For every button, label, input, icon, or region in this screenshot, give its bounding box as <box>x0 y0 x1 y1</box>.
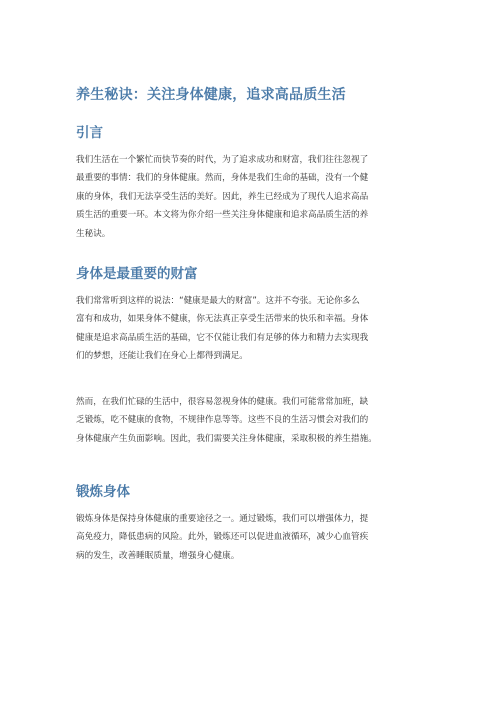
text-line: 生秘诀。 <box>76 228 111 239</box>
text-line: 我们常常听到这样的说法：“健康是最大的财富”。这并不夸张。无论你多么 <box>76 296 360 306</box>
text-line: 们的梦想，还能让我们在身心上都得到满足。 <box>76 351 248 362</box>
section-heading-exercise: 锻炼身体 <box>76 484 130 500</box>
text-line: 身体健康产生负面影响。因此，我们需要关注身体健康，采取积极的养生措施。 <box>76 433 377 444</box>
text-line: 我们生活在一个繁忙而快节奏的时代，为了追求成功和财富，我们往往忽视了 <box>76 155 369 165</box>
text-line: 康的身体，我们无法享受生活的美好。因此，养生已经成为了现代人追求高品 <box>76 191 369 202</box>
text-line: 锻炼身体是保持身体健康的重要途径之一。通过锻炼，我们可以增强体力，提 <box>76 514 369 524</box>
paragraph-health-wealth-2 <box>76 393 436 448</box>
section-heading-health-wealth: 身体是最重要的财富 <box>76 266 198 282</box>
text-line: 最重要的事情：我们的身体健康。然而，身体是我们生命的基础，没有一个健 <box>76 173 369 184</box>
text-line: 病的发生，改善睡眠质量，增强身心健康。 <box>76 550 240 561</box>
document-title: 养生秘诀：关注身体健康，追求高品质生活 <box>76 87 346 103</box>
paragraph-exercise <box>76 510 436 565</box>
text-line: 然而，在我们忙碌的生活中，很容易忽视身体的健康。我们可能常常加班，缺 <box>76 397 369 407</box>
text-line: 健康是追求高品质生活的基础，它不仅能让我们有足够的体力和精力去实现我 <box>76 332 369 343</box>
text-line: 乏锻炼，吃不健康的食物，不规律作息等等。这些不良的生活习惯会对我们的 <box>76 415 369 426</box>
text-line: 高免疫力，降低患病的风险。此外，锻炼还可以促进血液循环，减少心血管疾 <box>76 532 369 543</box>
text-line: 质生活的重要一环。本文将为你介绍一些关注身体健康和追求高品质生活的养 <box>76 210 369 221</box>
paragraph-intro <box>76 151 436 243</box>
paragraph-health-wealth-1 <box>76 292 436 366</box>
section-heading-intro: 引言 <box>76 125 103 141</box>
text-line: 富有和成功，如果身体不健康，你无法真正享受生活带来的快乐和幸福。身体 <box>76 314 369 325</box>
